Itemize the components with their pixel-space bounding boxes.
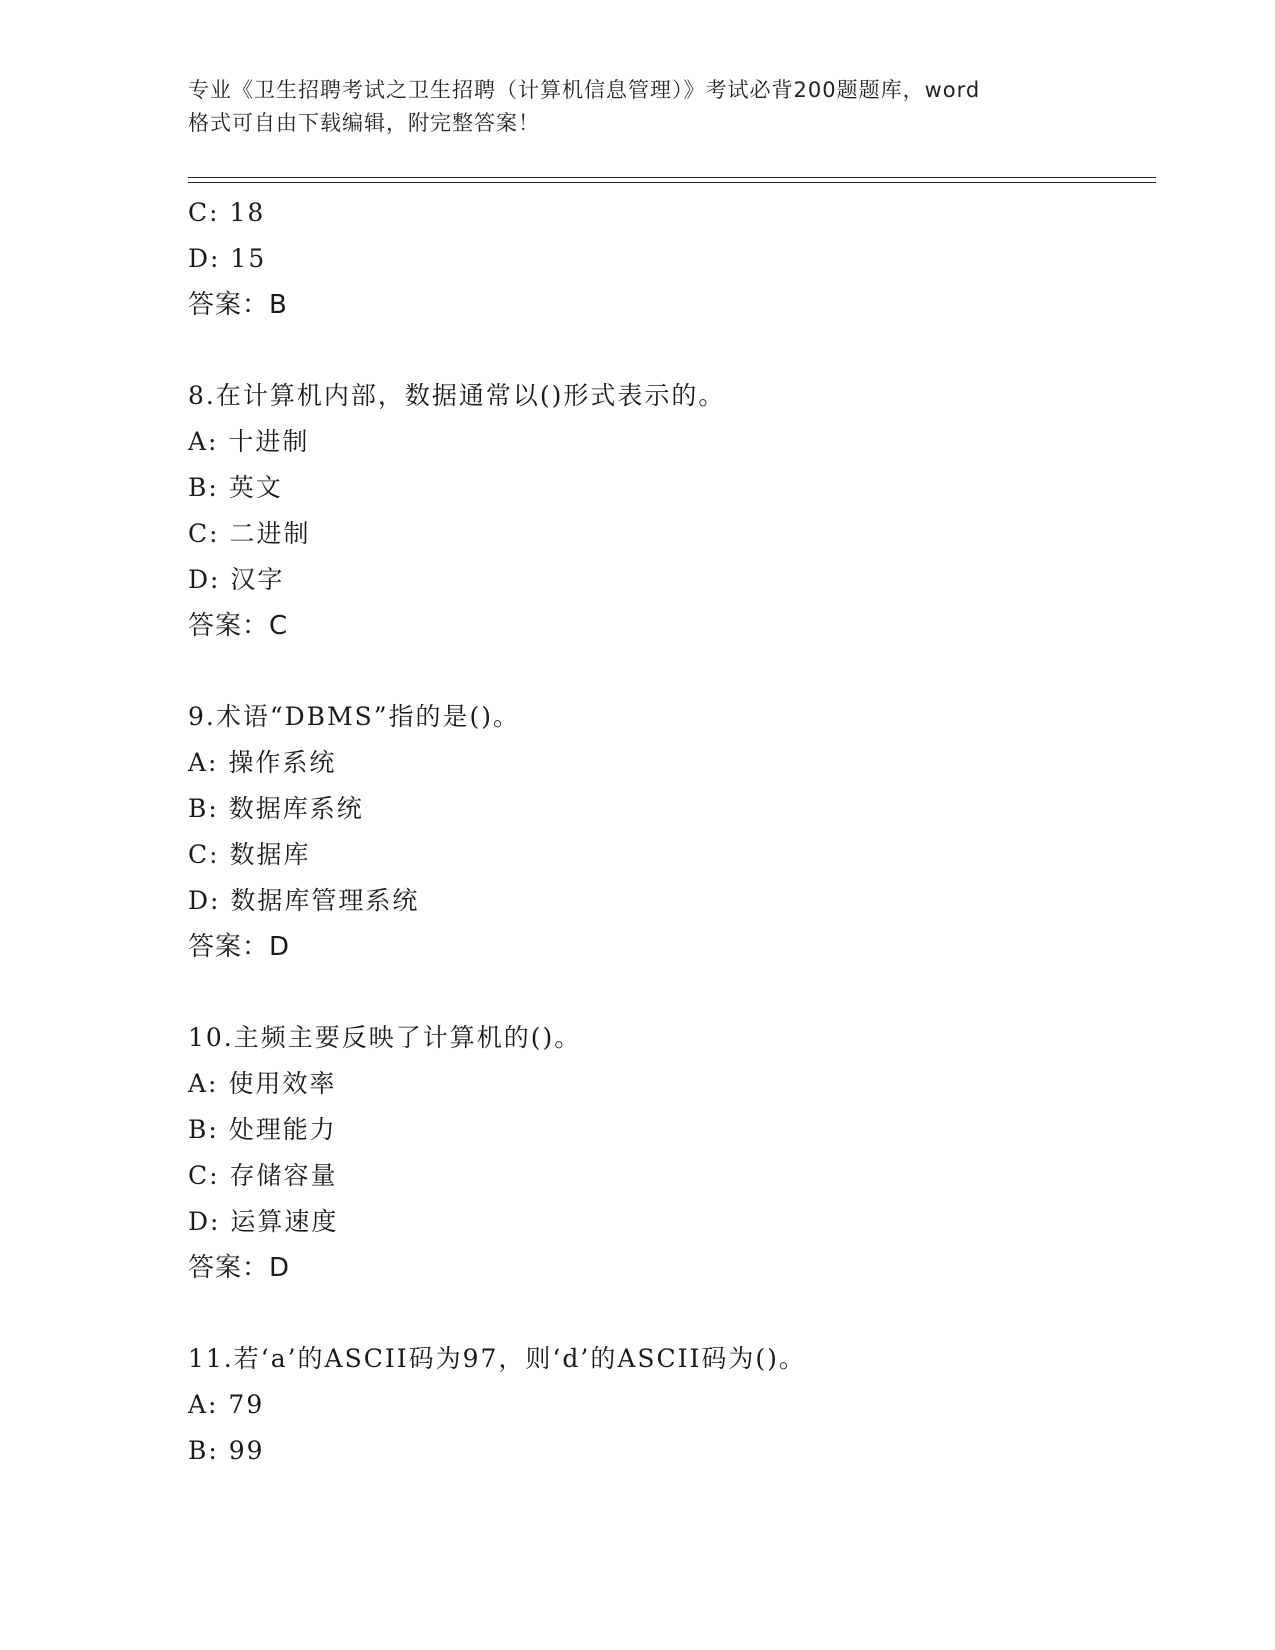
question-11 xyxy=(188,1336,1148,1474)
option-d: D: 数据库管理系统 xyxy=(188,886,420,915)
header-divider xyxy=(188,177,1156,178)
option-c: C: 二进制 xyxy=(188,519,311,548)
option-a: A: 操作系统 xyxy=(188,748,337,777)
option-d: D: 运算速度 xyxy=(188,1207,339,1236)
header-line-2: 格式可自由下载编辑，附完整答案！ xyxy=(188,111,540,135)
spacer xyxy=(188,970,1148,1015)
option-b: B: 英文 xyxy=(188,473,283,502)
option-a: A: 79 xyxy=(188,1390,265,1419)
option-c: C: 数据库 xyxy=(188,840,311,869)
answer: 答案：B xyxy=(188,290,288,320)
question-8 xyxy=(188,373,1148,649)
option-b: B: 数据库系统 xyxy=(188,794,364,823)
option-d: D: 15 xyxy=(188,244,267,273)
question-10 xyxy=(188,1015,1148,1291)
question-text: 10.主频主要反映了计算机的()。 xyxy=(188,1023,582,1052)
answer: 答案：C xyxy=(188,611,289,641)
option-c: C: 存储容量 xyxy=(188,1161,338,1190)
spacer xyxy=(188,328,1148,373)
question-list xyxy=(188,190,1148,1474)
option-d: D: 汉字 xyxy=(188,565,285,594)
option-c: C: 18 xyxy=(188,198,266,227)
question-text: 11.若‘a’的ASCII码为97，则‘d’的ASCII码为()。 xyxy=(188,1344,806,1373)
option-a: A: 十进制 xyxy=(188,427,310,456)
header-line-1: 专业《卫生招聘考试之卫生招聘（计算机信息管理）》考试必背200题题库，word xyxy=(188,78,981,102)
question-text: 9.术语“DBMS”指的是()。 xyxy=(188,702,521,731)
spacer xyxy=(188,1291,1148,1336)
question-text: 8.在计算机内部，数据通常以()形式表示的。 xyxy=(188,381,726,410)
question-9 xyxy=(188,694,1148,970)
option-a: A: 使用效率 xyxy=(188,1069,337,1098)
header-divider-double xyxy=(188,182,1156,183)
answer: 答案：D xyxy=(188,1253,291,1283)
document-header xyxy=(188,74,1088,140)
option-b: B: 99 xyxy=(188,1436,265,1465)
option-b: B: 处理能力 xyxy=(188,1115,337,1144)
spacer xyxy=(188,649,1148,694)
answer: 答案：D xyxy=(188,932,291,962)
